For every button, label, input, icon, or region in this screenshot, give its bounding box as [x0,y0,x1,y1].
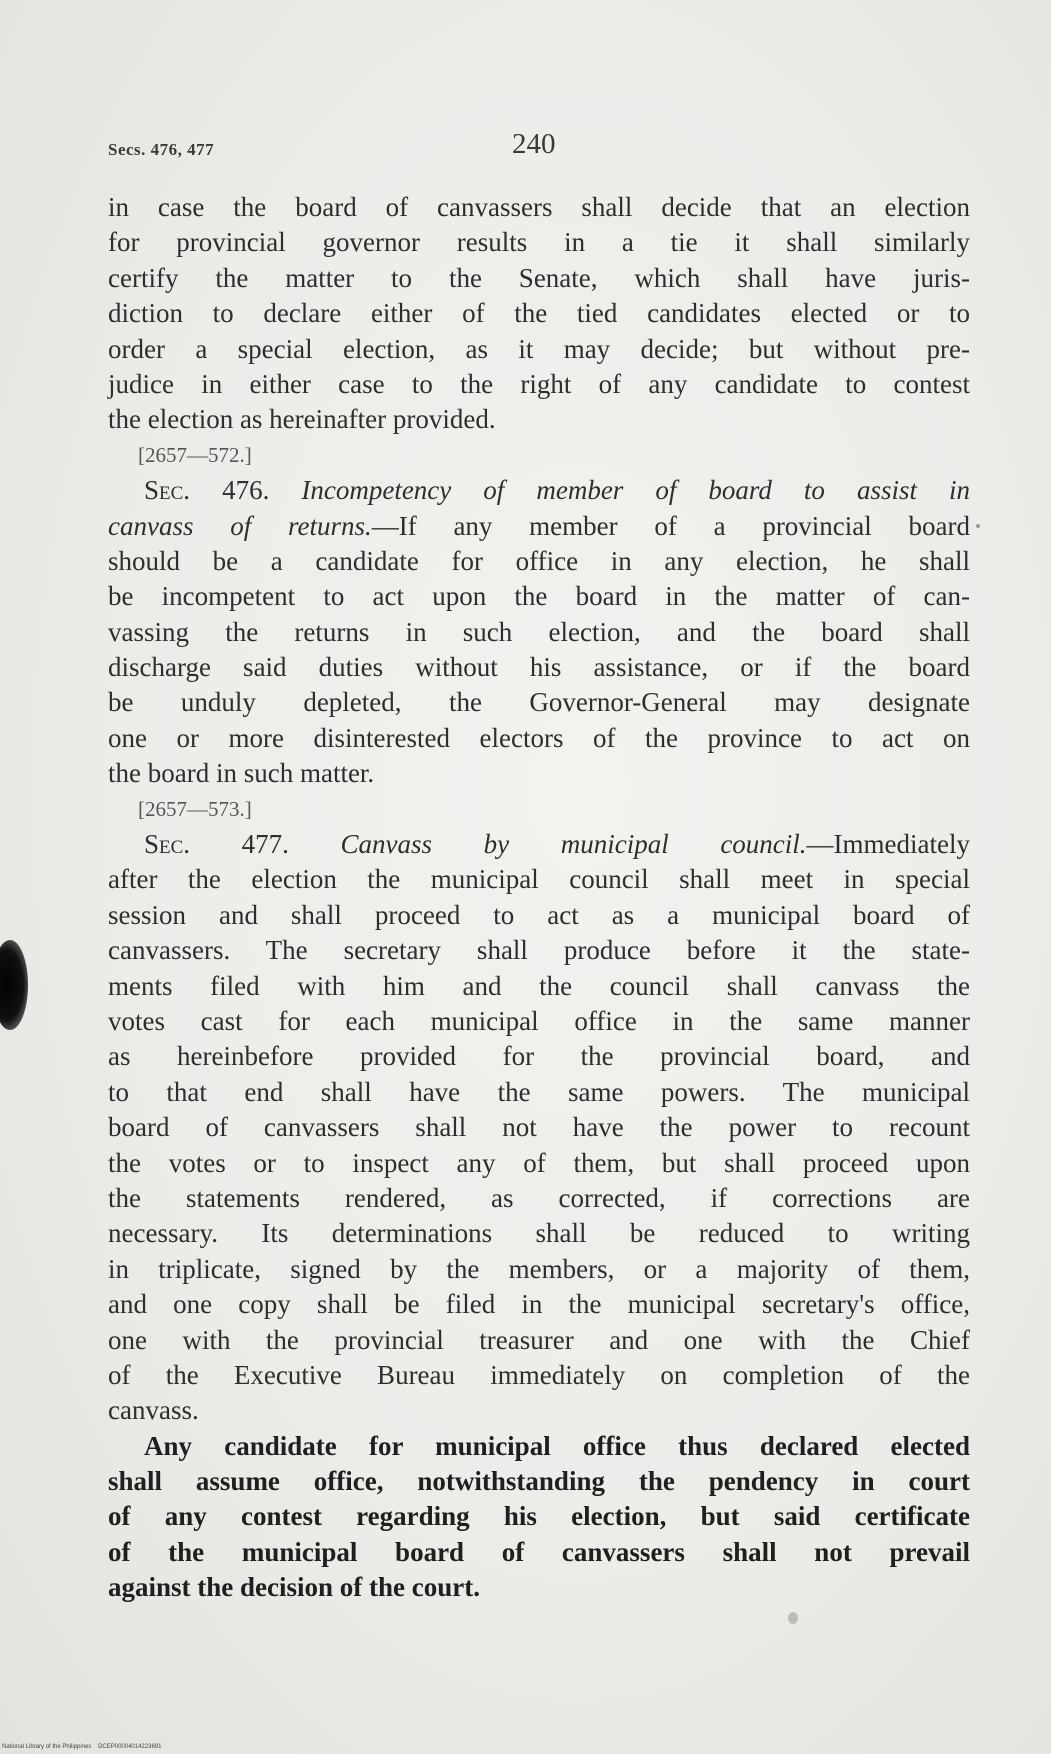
text-line: canvass. [108,1395,199,1426]
final-paragraph [108,1429,970,1606]
section-text-start: —Immediately [806,829,970,860]
text-line: to that end shall have the same powers. The municipal [108,1076,970,1107]
text-line: board of canvassers shall not have the power to recount [108,1112,970,1143]
ink-blot [0,940,28,1030]
text-line: for provincial governor results in a tie it shall similarly [108,227,970,258]
text-line: of the municipal board of canvassers shall not prevail [108,1536,970,1567]
text-line: be unduly depleted, the Governor-General may designate [108,687,970,718]
text-line [108,509,970,544]
section-number: 476. [222,475,270,506]
text-line: judice in either case to the right of any candidate to contest [108,368,970,399]
text-line: ments filed with him and the council shall canvass the [108,970,970,1001]
text-line: discharge said duties without his assistance, or if the board [108,652,970,683]
section-label: Sec. [144,829,191,860]
text-line: against the decision of the court. [108,1572,480,1603]
scan-footer [2,1744,161,1750]
section-477 [108,827,970,1429]
page-number: 240 [512,128,556,160]
statute-reference: [2657—572.] [138,442,252,467]
text-line: certify the matter to the Senate, which shall have juris- [108,262,970,293]
text-line: of the Executive Bureau immediately on completion of the [108,1359,970,1390]
section-title: Canvass by municipal council. [340,829,807,860]
text-line: and one copy shall be filed in the municipal secretary's office, [108,1289,970,1320]
section-heading-line [108,473,970,508]
text-line: votes cast for each municipal office in the same manner [108,1005,970,1036]
paper-speck [788,1612,798,1624]
text-line: vassing the returns in such election, and the board shall [108,616,970,647]
text-line: canvassers. The secretary shall produce before it the state- [108,935,970,966]
text-line: session and shall proceed to act as a municipal board of [108,899,970,930]
paper-speck [976,524,980,528]
library-credit: National Library of the Philippines [2,1744,92,1750]
text-line: the statements rendered, as corrected, if corrections are [108,1182,970,1213]
section-label: Sec. [144,475,191,506]
paragraph-continuation [108,190,970,438]
section-title-continued: canvass of returns. [108,510,372,541]
text-line: after the election the municipal council shall meet in special [108,864,970,895]
text-line: Any candidate for municipal office thus declared elected [144,1430,970,1461]
section-heading-line [108,827,970,862]
text-line: diction to declare either of the tied candidates elected or to [108,298,970,329]
text-line: necessary. Its determinations shall be reduced to writing [108,1218,970,1249]
statute-reference: [2657—573.] [138,796,252,821]
text-line: one or more disinterested electors of the province to act on [108,722,970,753]
scan-code: DCEP00004014223691 [98,1744,162,1750]
section-number: 477. [241,829,289,860]
text-line: the votes or to inspect any of them, but shall proceed upon [108,1147,970,1178]
text-line: order a special election, as it may decide; but without pre- [108,333,970,364]
section-476 [108,473,970,792]
text-line: be incompetent to act upon the board in the matter of can- [108,581,970,612]
section-title: Incompetency of member of board to assist in [301,475,970,506]
text-line: in case the board of canvassers shall decide that an election [108,192,970,222]
text-line: as hereinbefore provided for the provincial board, and [108,1041,970,1072]
text-line: in triplicate, signed by the members, or a majority of them, [108,1253,970,1284]
section-text-start: —If any member of a provincial board [371,510,970,541]
section-reference-header: Secs. 476, 477 [108,140,215,159]
text-line: should be a candidate for office in any election, he shall [108,545,970,576]
text-line: one with the provincial treasurer and one with the Chief [108,1324,970,1355]
text-line: the board in such matter. [108,758,375,789]
text-line: shall assume office, notwithstanding the pendency in court [108,1466,970,1497]
body-text [108,190,970,1606]
text-line: of any contest regarding his election, but said certificate [108,1501,970,1532]
text-line: the election as hereinafter provided. [108,404,496,435]
